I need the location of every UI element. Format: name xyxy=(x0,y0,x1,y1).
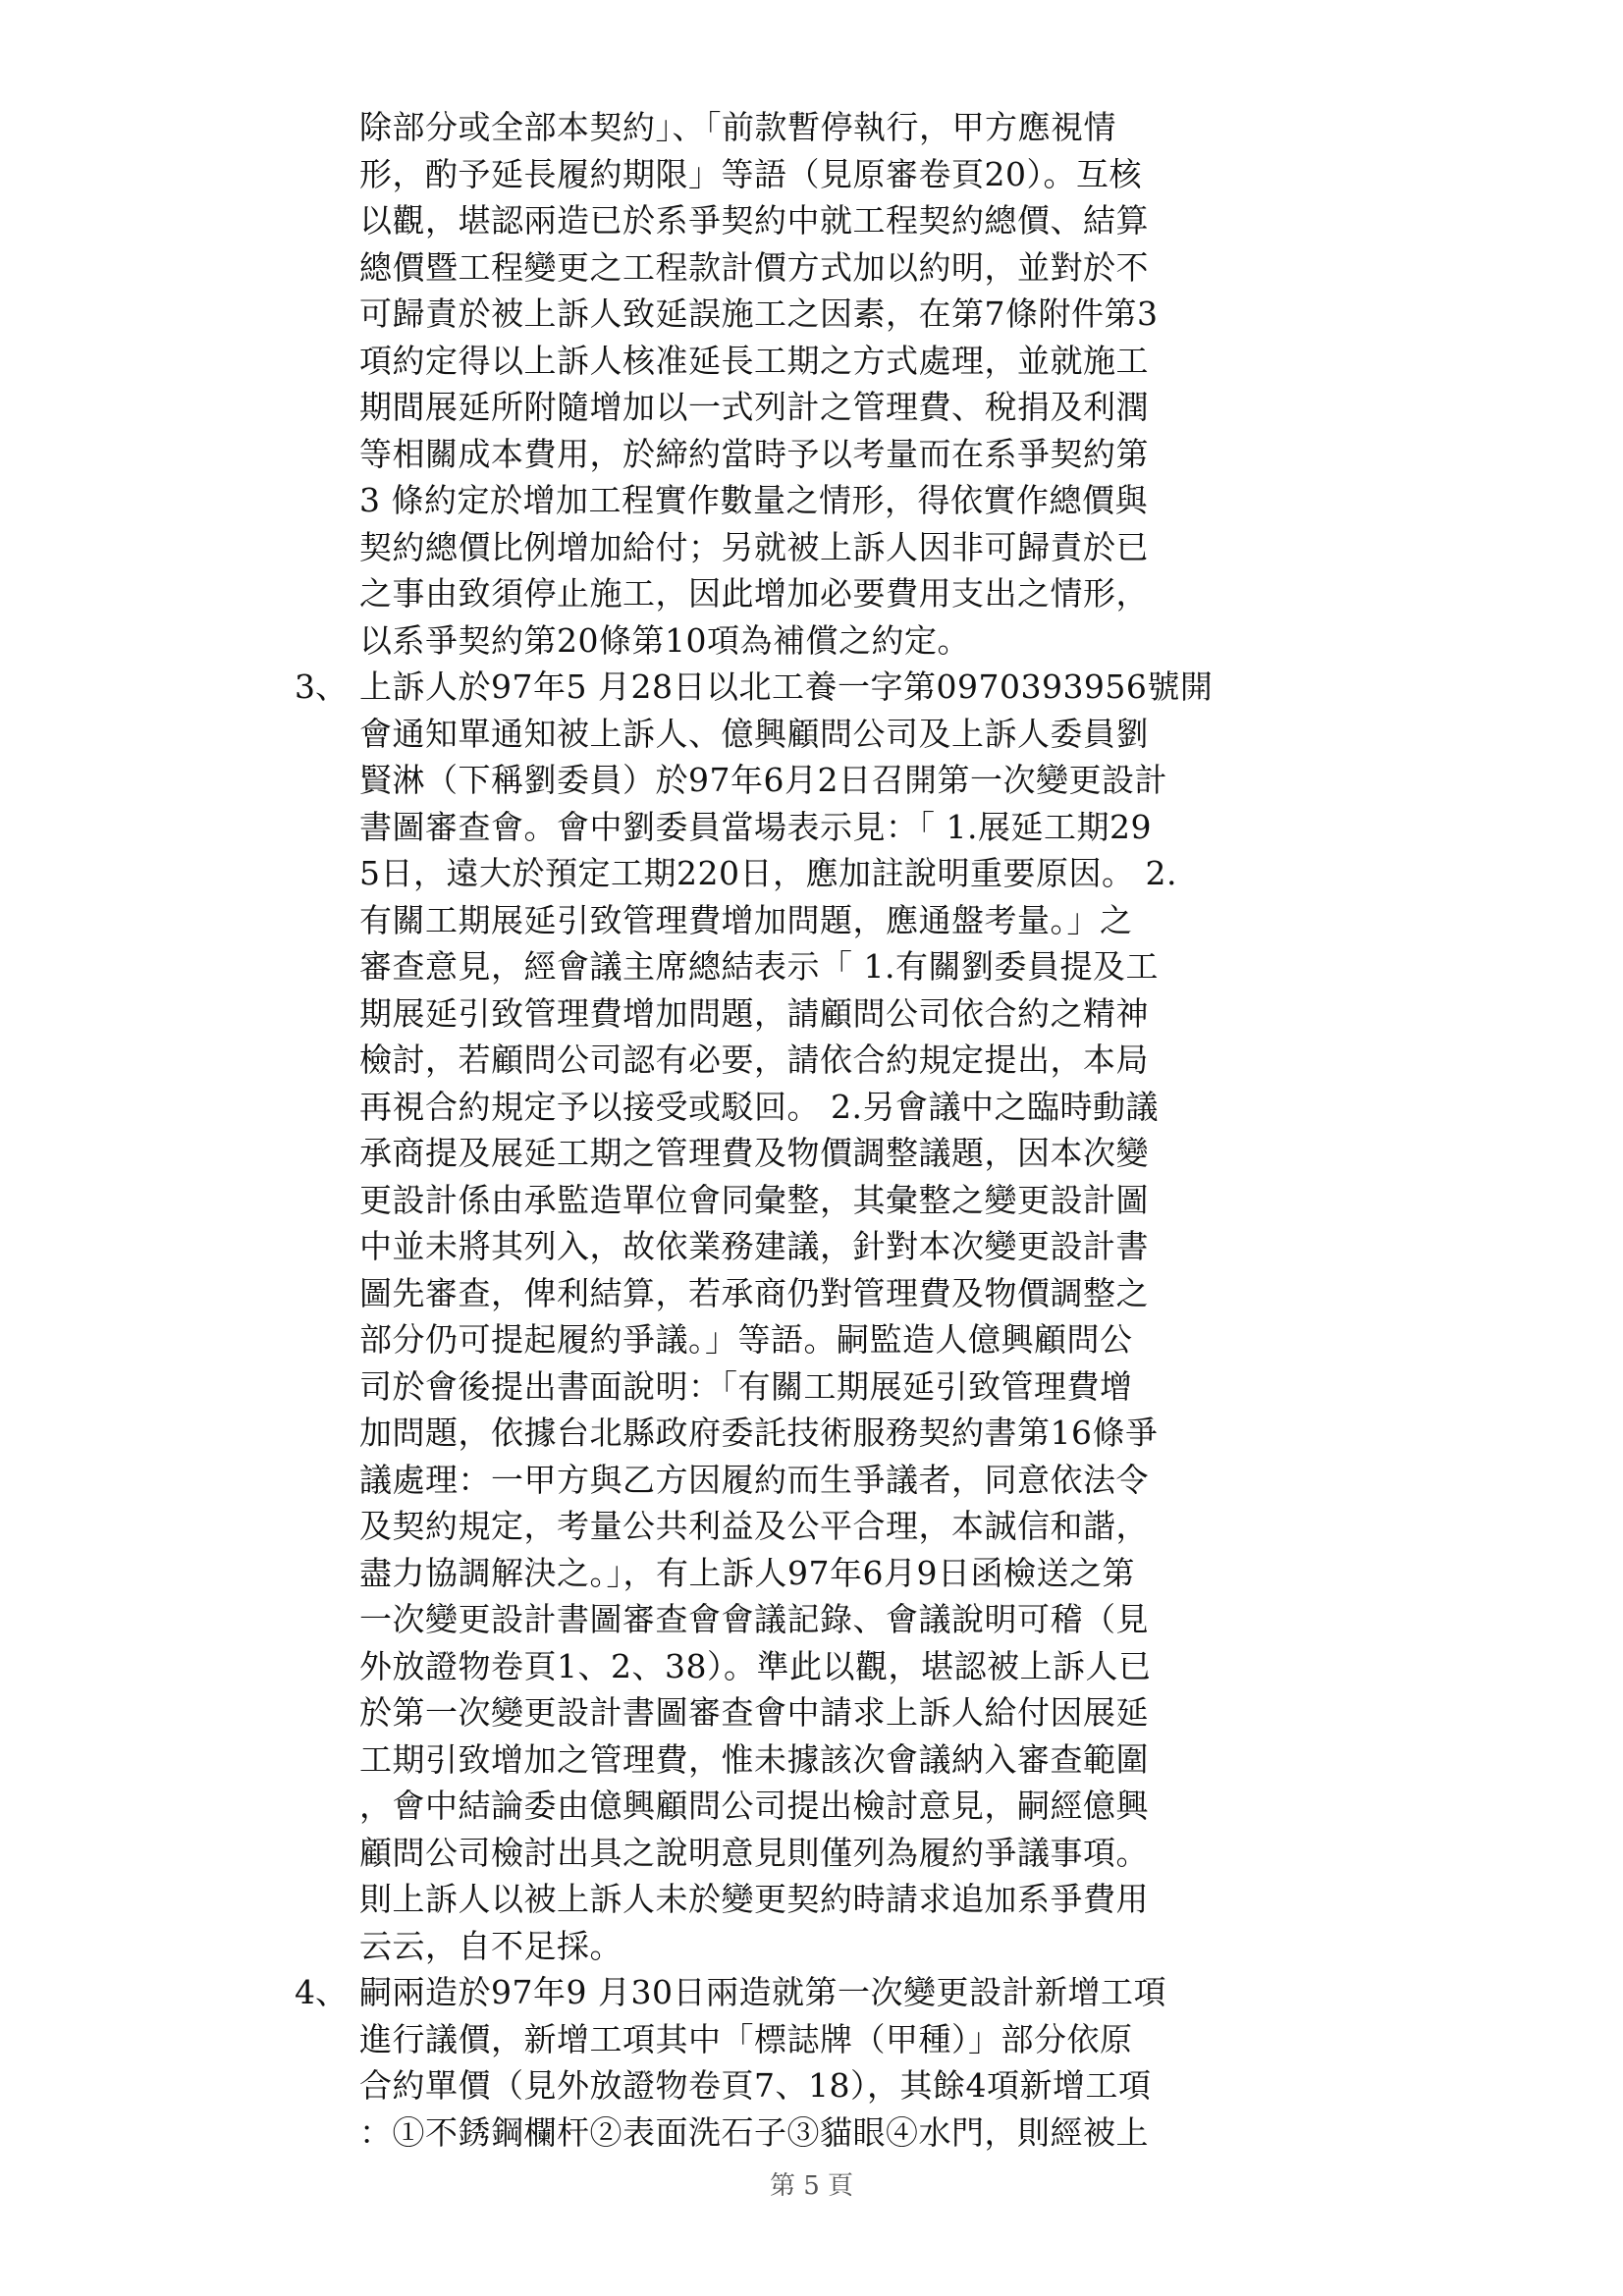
text-line: 以系爭契約第20條第10項為補償之約定。 xyxy=(359,620,970,660)
text-line: 外放證物卷頁1、2、38）。準此以觀，堪認被上訴人已 xyxy=(359,1646,1152,1685)
text-line: 圖先審查，俾利結算，若承商仍對管理費及物價調整之 xyxy=(359,1273,1149,1312)
item-number: 4、 xyxy=(295,1973,348,2011)
text-line: 可歸責於被上訴人致延誤施工之因素，在第7條附件第3 xyxy=(359,294,1159,333)
text-line: 更設計係由承監造單位會同彙整，其彙整之變更設計圖 xyxy=(359,1180,1149,1219)
text-line: 總價暨工程變更之工程款計價方式加以約明，並對於不 xyxy=(359,247,1149,287)
text-line: 云云，自不足採。 xyxy=(359,1926,622,1965)
numbered-item-4 xyxy=(295,1969,1166,2156)
text-line: 承商提及展延工期之管理費及物價調整議題，因本次變 xyxy=(359,1134,1149,1172)
text-line: 盡力協調解決之。」，有上訴人97年6月9日函檢送之第 xyxy=(359,1553,1135,1592)
text-line: 部分仍可提起履約爭議。」等語。嗣監造人億興顧問公 xyxy=(359,1320,1133,1359)
text-line: 合約單價（見外放證物卷頁7、18），其餘4項新增工項 xyxy=(359,2066,1152,2105)
text-line: 書圖審查會。會中劉委員當場表示見：「 1.展延工期29 xyxy=(359,807,1152,846)
text-line: 嗣兩造於97年9 月30日兩造就第一次變更設計新增工項 xyxy=(359,1973,1166,2011)
text-line: 有關工期展延引致管理費增加問題，應通盤考量。」之 xyxy=(359,900,1133,939)
text-line: ：①不銹鋼欄杆②表面洗石子③貓眼④水門，則經被上 xyxy=(359,2112,1149,2152)
document-body xyxy=(295,104,1214,2156)
text-line: 則上訴人以被上訴人未於變更契約時請求追加系爭費用 xyxy=(359,1880,1149,1918)
page-number: 第 5 頁 xyxy=(769,2171,854,2201)
item-number: 3、 xyxy=(295,667,348,706)
text-line: 加問題，依據台北縣政府委託技術服務契約書第16條爭 xyxy=(359,1414,1159,1452)
text-line: 工期引致增加之管理費，惟未據該次會議納入審查範圍 xyxy=(359,1739,1149,1779)
text-line: 3 條約定於增加工程實作數量之情形，得依實作總價與 xyxy=(359,481,1148,519)
text-line: 一次變更設計書圖審查會會議記錄、會議說明可稽（見 xyxy=(359,1600,1149,1638)
text-line: 會通知單通知被上訴人、億興顧問公司及上訴人委員劉 xyxy=(359,714,1149,753)
text-line: 議處理：一甲方與乙方因履約而生爭議者，同意依法令 xyxy=(359,1460,1149,1499)
text-line: ，會中結論委由億興顧問公司提出檢討意見，嗣經億興 xyxy=(359,1787,1149,1825)
text-line: 上訴人於97年5 月28日以北工養一字第0970393956號開 xyxy=(359,667,1214,706)
text-line: 等相關成本費用，於締約當時予以考量而在系爭契約第 xyxy=(359,434,1149,473)
text-line: 及契約規定，考量公共利益及公平合理，本誠信和諧， xyxy=(359,1507,1149,1545)
text-line: 除部分或全部本契約」、「前款暫停執行，甲方應視情 xyxy=(359,108,1116,146)
text-line: 於第一次變更設計書圖審查會中請求上訴人給付因展延 xyxy=(359,1693,1149,1732)
text-line: 之事由致須停止施工，因此增加必要費用支出之情形， xyxy=(359,574,1149,613)
text-line: 賢淋（下稱劉委員）於97年6月2日召開第一次變更設計 xyxy=(359,761,1167,799)
text-line: 期展延引致管理費增加問題，請顧問公司依合約之精神 xyxy=(359,993,1149,1033)
text-line: 中並未將其列入，故依業務建議，針對本次變更設計書 xyxy=(359,1227,1149,1265)
text-line: 進行議價，新增工項其中「標誌牌（甲種）」部分依原 xyxy=(359,2019,1133,2058)
text-line: 檢討，若顧問公司認有必要，請依合約規定提出，本局 xyxy=(359,1041,1149,1079)
text-line: 項約定得以上訴人核准延長工期之方式處理，並就施工 xyxy=(359,341,1149,380)
numbered-item-3 xyxy=(295,664,1214,1969)
text-line: 期間展延所附隨增加以一式列計之管理費、稅捐及利潤 xyxy=(359,388,1149,426)
text-line: 形，酌予延長履約期限」等語（見原審卷頁20）。互核 xyxy=(359,154,1142,193)
text-line: 審查意見，經會議主席總結表示「 1.有關劉委員提及工 xyxy=(359,947,1159,986)
text-line: 以觀，堪認兩造已於系爭契約中就工程契約總價、結算 xyxy=(359,201,1149,240)
text-line: 再視合約規定予以接受或駁回。 2.另會議中之臨時動議 xyxy=(359,1087,1159,1126)
text-line: 司於會後提出書面說明：「有關工期展延引致管理費增 xyxy=(359,1366,1133,1406)
text-line: 契約總價比例增加給付；另就被上訴人因非可歸責於已 xyxy=(359,527,1149,566)
text-line: 顧問公司檢討出具之說明意見則僅列為履約爭議事項。 xyxy=(359,1833,1149,1872)
continuation-paragraph xyxy=(295,104,1159,664)
text-line: 5日，遠大於預定工期220日，應加註說明重要原因。 2. xyxy=(359,854,1177,892)
